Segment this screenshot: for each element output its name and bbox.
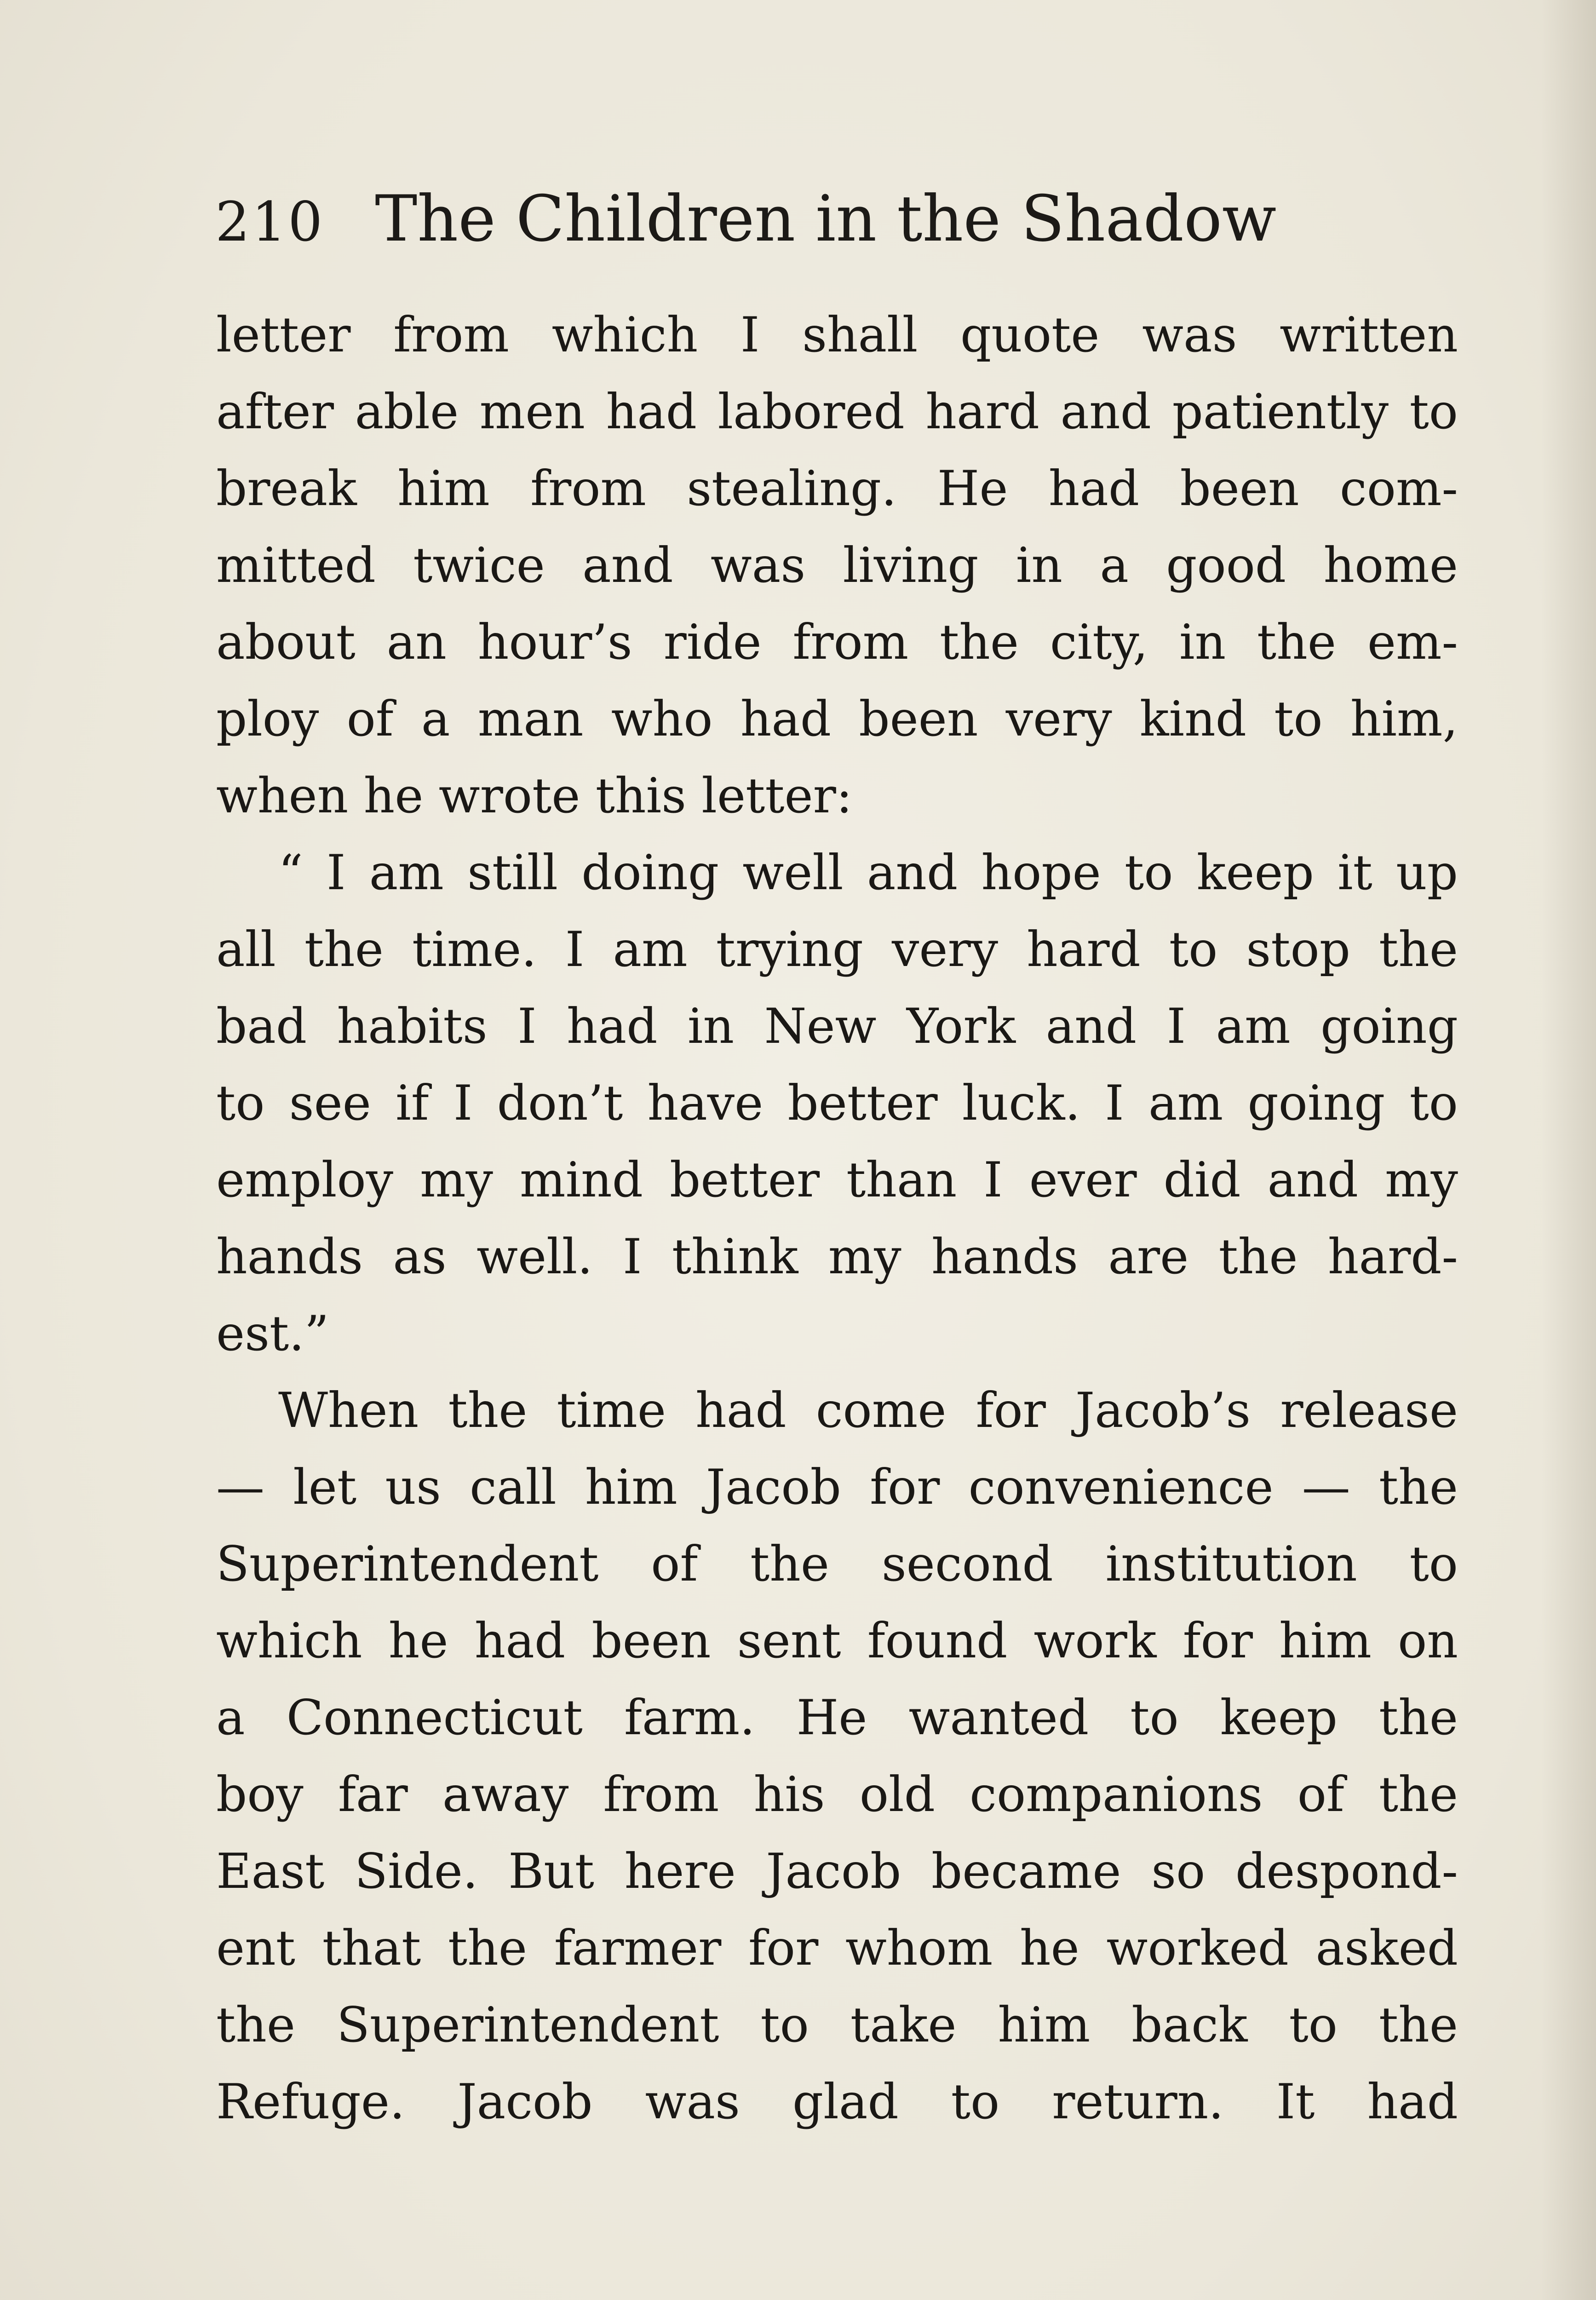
text-line: “ I am still doing well and hope to keep it up: [278, 845, 1458, 901]
running-head: [215, 182, 1365, 260]
text-line: after able men had labored hard and patiently to: [216, 384, 1458, 440]
text-line: to see if I don’t have better luck. I am going to: [216, 1075, 1458, 1131]
running-title: The Children in the Shadow: [375, 182, 1277, 256]
text-line: mitted twice and was living in a good home: [216, 537, 1458, 593]
text-line: when he wrote this letter:: [216, 768, 853, 824]
text-line: about an hour’s ride from the city, in the em-: [216, 614, 1458, 670]
text-line: which he had been sent found work for him on: [216, 1613, 1458, 1669]
text-line: ploy of a man who had been very kind to him,: [216, 691, 1458, 747]
text-line: a Connecticut farm. He wanted to keep the: [216, 1690, 1458, 1746]
text-line: hands as well. I think my hands are the hard-: [216, 1229, 1458, 1285]
text-line: est.”: [216, 1305, 329, 1362]
page-edge-shading: [1541, 0, 1596, 2300]
text-line: East Side. But here Jacob became so despond-: [216, 1843, 1458, 1899]
text-line: letter from which I shall quote was written: [216, 307, 1458, 363]
page-number: 210: [215, 190, 325, 253]
text-line: ent that the farmer for whom he worked asked: [216, 1920, 1458, 1976]
text-line: — let us call him Jacob for convenience — the: [216, 1459, 1458, 1515]
text-line: the Superintendent to take him back to the: [216, 1997, 1458, 2053]
text-line: bad habits I had in New York and I am going: [216, 998, 1458, 1054]
text-line: all the time. I am trying very hard to stop the: [216, 921, 1458, 978]
text-line: Superintendent of the second institution to: [216, 1536, 1458, 1592]
text-line: When the time had come for Jacob’s release: [278, 1382, 1458, 1438]
body-text: [216, 297, 1458, 2140]
text-line: boy far away from his old companions of the: [216, 1766, 1458, 1823]
text-line: employ my mind better than I ever did and my: [216, 1152, 1458, 1208]
text-line: Refuge. Jacob was glad to return. It had: [216, 2074, 1458, 2130]
text-line: break him from stealing. He had been com-: [216, 460, 1458, 517]
